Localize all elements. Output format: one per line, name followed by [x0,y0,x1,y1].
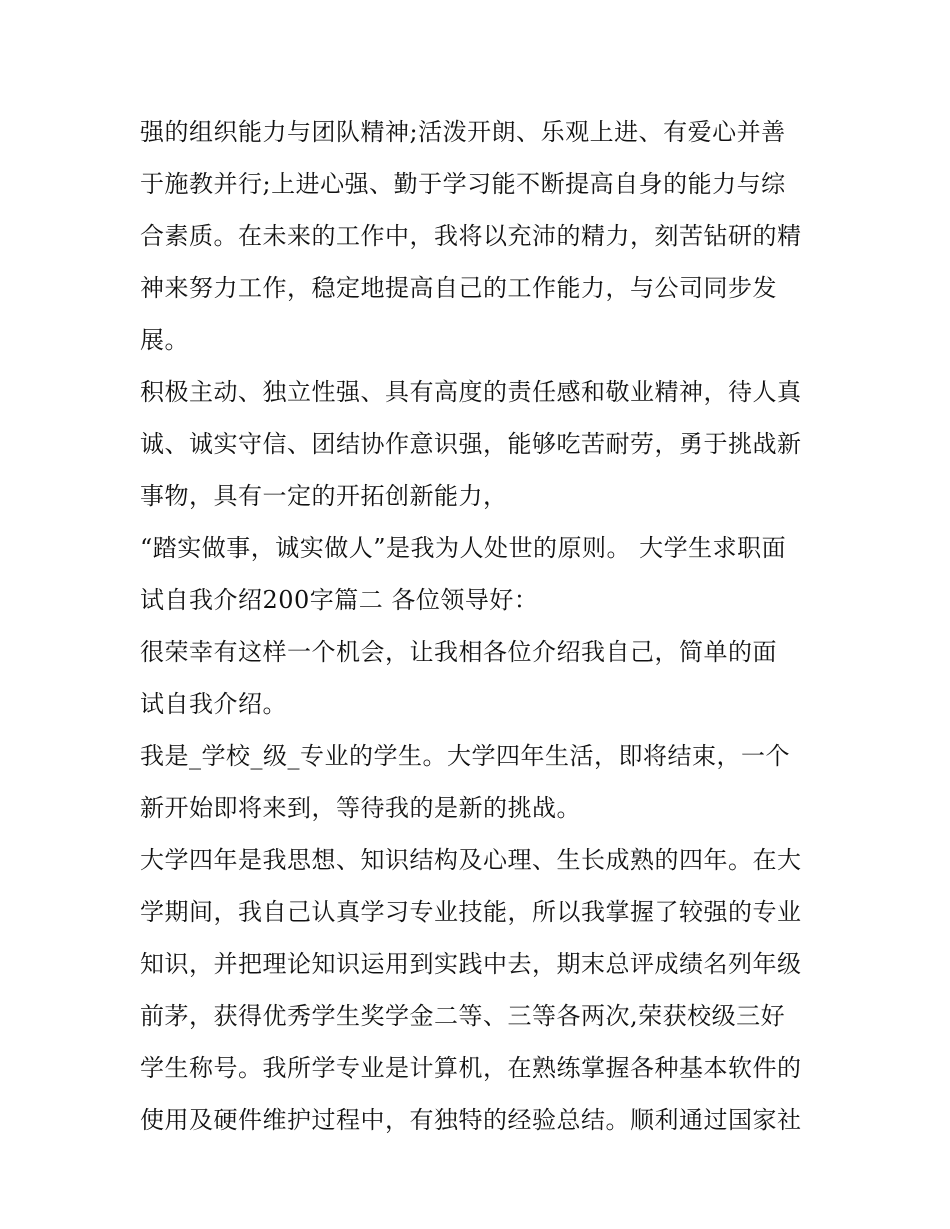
text-line: 很荣幸有这样一个机会，让我相各位介绍我自己，简单的面 [140,638,777,666]
text-line: 于施教并行;上进心强、勤于学习能不断提高自身的能力与综 [140,170,786,198]
text-line: 试自我介绍200字篇二 各位领导好： [140,586,539,614]
text-line: 学期间，我自己认真学习专业技能，所以我掌握了较强的专业 [140,898,802,926]
text-line: 积极主动、独立性强、具有高度的责任感和敬业精神，待人真 [140,378,802,406]
text-line: 诚、诚实守信、团结协作意识强，能够吃苦耐劳，勇于挑战新 [140,430,802,458]
document-body [140,106,820,1146]
text-line: 试自我介绍。 [140,690,287,718]
text-line: 事物，具有一定的开拓创新能力， [140,482,508,510]
text-line: 使用及硬件维护过程中，有独特的经验总结。顺利通过国家社 [140,1106,802,1134]
text-line: 合素质。在未来的工作中，我将以充沛的精力，刻苦钻研的精 [140,222,802,250]
text-line: 知识，并把理论知识运用到实践中去，期末总评成绩名列年级 [140,950,802,978]
text-line: 我是_学校_级_专业的学生。大学四年生活，即将结束，一个 [140,742,790,770]
text-line: 大学四年是我思想、知识结构及心理、生长成熟的四年。在大 [140,846,802,874]
text-line: 新开始即将来到，等待我的是新的挑战。 [140,794,581,822]
text-line: 强的组织能力与团队精神;活泼开朗、乐观上进、有爱心并善 [140,118,786,146]
text-line: 展。 [140,326,189,354]
text-line: “踏实做事，诚实做人”是我为人处世的原则。 大学生求职面 [140,534,787,562]
text-line: 前茅，获得优秀学生奖学金二等、三等各两次,荣获校级三好 [140,1002,786,1030]
text-line: 学生称号。我所学专业是计算机，在熟练掌握各种基本软件的 [140,1054,802,1082]
text-line: 神来努力工作，稳定地提高自己的工作能力，与公司同步发 [140,274,777,302]
